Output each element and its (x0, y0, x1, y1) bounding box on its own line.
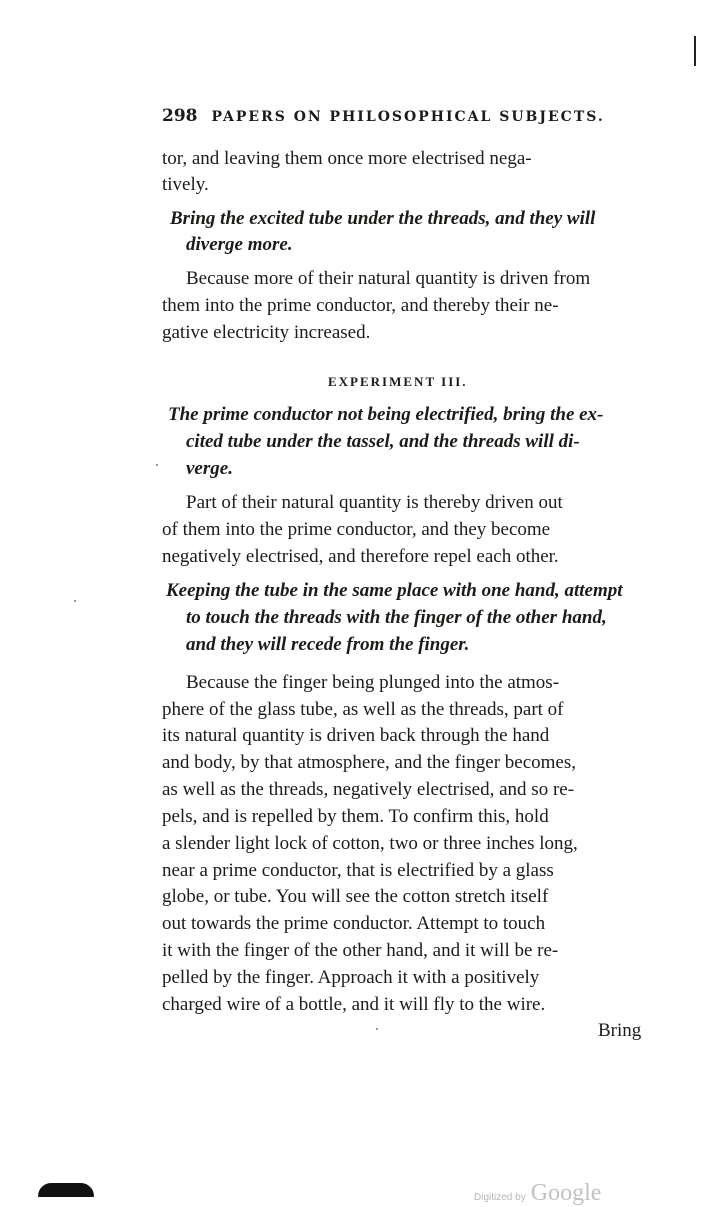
digitized-watermark (474, 1180, 601, 1207)
text-line: tively. (162, 174, 209, 195)
text-line: pelled by the finger. Approach it with a positively (162, 967, 540, 988)
text-line: gative electricity increased. (162, 322, 371, 343)
watermark-prefix: Digitized by (474, 1192, 526, 1203)
text-line: of them into the prime conductor, and they become (162, 519, 551, 540)
instruction-line: cited tube under the tassel, and the threads will di- (186, 431, 580, 452)
edge-rule (694, 36, 696, 66)
instruction-line: The prime conductor not being electrified, bring the ex- (168, 404, 604, 425)
text-line: them into the prime conductor, and thereby their ne- (162, 295, 559, 316)
scan-speck (156, 464, 158, 466)
text-line: and body, by that atmosphere, and the finger becomes, (162, 752, 577, 773)
text-line: a slender light lock of cotton, two or three inches long, (162, 833, 578, 854)
instruction-line: Keeping the tube in the same place with one hand, attempt (166, 580, 623, 601)
text-line: charged wire of a bottle, and it will fly to the wire. (162, 994, 546, 1015)
watermark-brand: Google (530, 1180, 602, 1206)
text-line: phere of the glass tube, as well as the threads, part of (162, 699, 564, 720)
ink-blot (38, 1183, 94, 1197)
running-title: PAPERS ON PHILOSOPHICAL SUBJECTS. (211, 109, 605, 125)
page-number: 298 (162, 106, 198, 126)
instruction-line: verge. (186, 458, 233, 479)
text-line: tor, and leaving them once more electrised nega- (162, 148, 532, 169)
text-line: Part of their natural quantity is thereby driven out (186, 492, 563, 513)
running-header (162, 106, 662, 126)
text-line: Because more of their natural quantity is driven from (186, 268, 591, 289)
section-heading: EXPERIMENT III. (328, 374, 468, 389)
catchword: Bring (598, 1020, 642, 1041)
instruction-line: Bring the excited tube under the threads, and they will (170, 208, 596, 229)
text-line: globe, or tube. You will see the cotton stretch itself (162, 886, 549, 907)
text-line: out towards the prime conductor. Attempt to touch (162, 913, 546, 934)
instruction-line: and they will recede from the finger. (186, 634, 470, 655)
text-line: negatively electrised, and therefore repel each other. (162, 546, 559, 567)
text-line: near a prime conductor, that is electrified by a glass (162, 860, 554, 881)
scan-speck (376, 1028, 378, 1030)
text-line: Because the finger being plunged into the atmos- (186, 672, 560, 693)
instruction-line: diverge more. (186, 234, 293, 255)
text-line: it with the finger of the other hand, and it will be re- (162, 940, 559, 961)
text-line: pels, and is repelled by them. To confirm this, hold (162, 806, 549, 827)
text-line: its natural quantity is driven back through the hand (162, 725, 550, 746)
text-line: as well as the threads, negatively electrised, and so re- (162, 779, 575, 800)
instruction-line: to touch the threads with the finger of the other hand, (186, 607, 607, 628)
scan-speck (74, 600, 76, 602)
